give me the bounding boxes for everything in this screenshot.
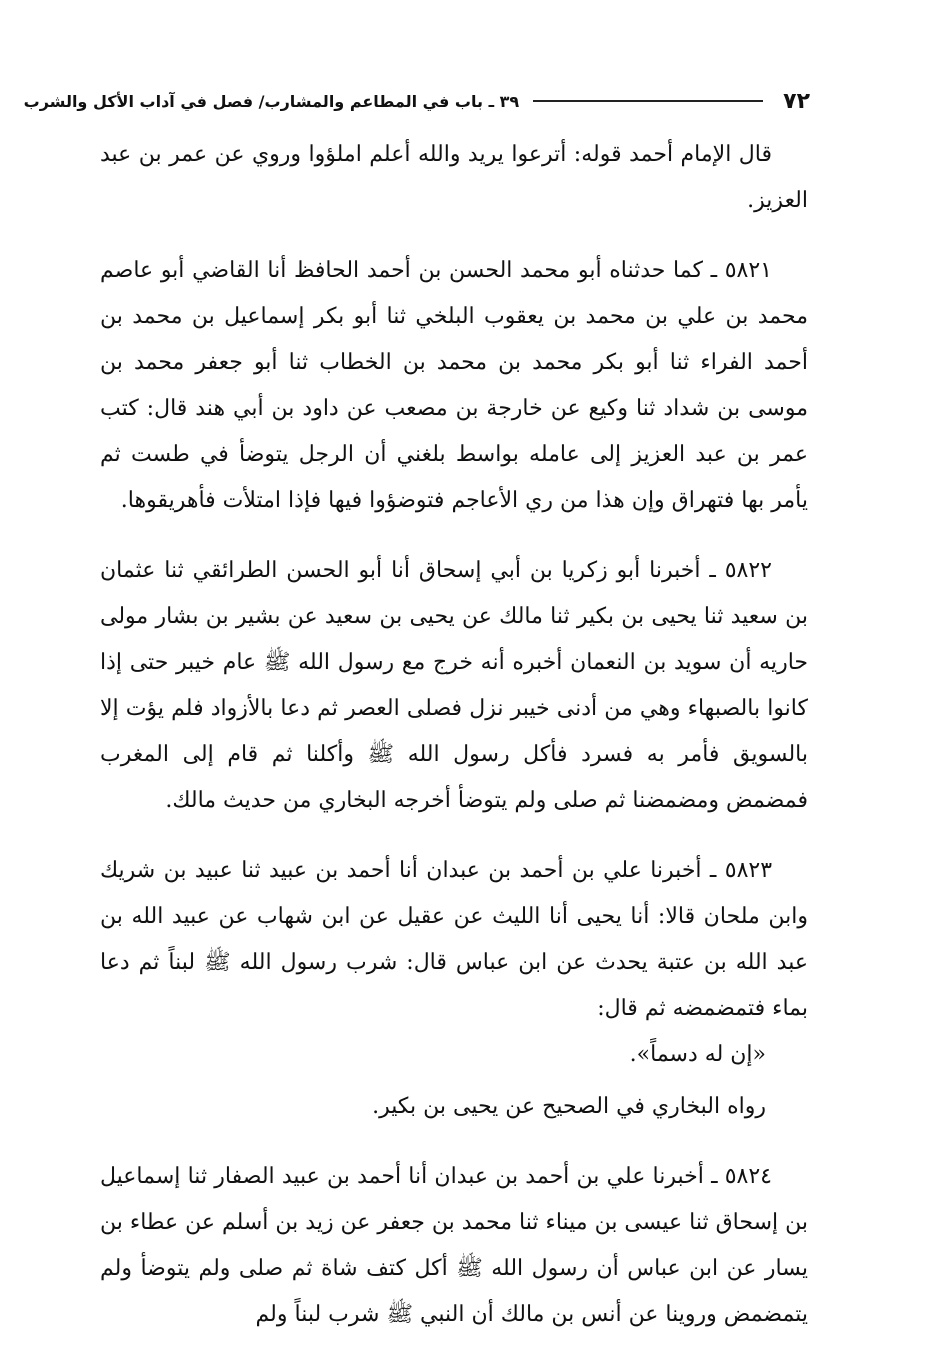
paragraph-riwaya: رواه البخاري في الصحيح عن يحيى بن بكير. — [372, 1094, 766, 1119]
page-number: ٧٢ — [783, 88, 810, 114]
paragraph-hadith-5822: ٥٨٢٢ ـ أخبرنا أبو زكريا بن أبي إسحاق أنا أبو الحسن الطرائقي ثنا عثمان بن سعيد ثنا يحيى بن بكير ثنا مالك عن يحيى بن سعيد عن بشير بن بشار مولى حاريه أن سويد بن النعمان أخبره أنه خرج مع رسول الله ﷺ عام خيبر حتى إذا كانوا بالصبهاء وهي من أدنى خيبر نزل فصلى العصر ثم دعا بالأزواد فلم يؤت إلا بالسويق فأمر به فسرد فأكل رسول الله ﷺ وأكلنا ثم قام إلى المغرب فمضمض ومضمضنا ثم صلى ولم يتوضأ أخرجه البخاري من حديث مالك. — [100, 558, 808, 813]
paragraph-hadith-5823: ٥٨٢٣ ـ أخبرنا علي بن أحمد بن عبدان أنا أحمد بن عبيد ثنا عبيد بن شريك وابن ملحان قالا: أنا يحيى أنا الليث عن عقيل عن ابن شهاب عن عبيد الله بن عبد الله بن عتبة يحدث عن ابن عباس قال: شرب رسول الله ﷺ لبناً ثم دعا بماء فتمضمضه ثم قال: — [100, 858, 808, 1021]
running-header — [23, 84, 810, 118]
paragraph-hadith-5821: ٥٨٢١ ـ كما حدثناه أبو محمد الحسن بن أحمد الحافظ أنا القاضي أبو عاصم محمد بن علي بن محمد بن يعقوب البلخي ثنا أبو بكر إسماعيل بن محمد بن أحمد الفراء ثنا أبو بكر محمد بن محمد بن الخطاب ثنا أبو جعفر محمد بن موسى بن شداد ثنا وكيع عن خارجة بن مصعب عن داود بن أبي هند قال: كتب عمر بن عبد العزيز إلى عامله بواسط بلغني أن الرجل يتوضأ في طست ثم يأمر بها فتهراق وإن هذا من ري الأعاجم فتوضؤوا فيها فإذا امتلأت فأهريقوها. — [100, 258, 808, 513]
paragraph-intro: قال الإمام أحمد قوله: أترعوا يريد والله أعلم املؤوا وروي عن عمر بن عبد العزيز. — [100, 142, 808, 213]
text-body — [100, 132, 808, 1338]
header-rule — [533, 100, 763, 102]
chapter-title: ٣٩ ـ باب في المطاعم والمشارب/ فصل في آداب الأكل والشرب — [23, 91, 520, 111]
paragraph-hadith-5824: ٥٨٢٤ ـ أخبرنا علي بن أحمد بن عبدان أنا أحمد بن عبيد الصفار ثنا إسماعيل بن إسحاق ثنا عيسى بن ميناء ثنا محمد بن جعفر عن زيد بن أسلم عن عطاء بن يسار عن ابن عباس أن رسول الله ﷺ أكل كتف شاة ثم صلى ولم يتوضأ ولم يتمضمض وروينا عن أنس بن مالك أن النبي ﷺ شرب لبناً ولم — [100, 1164, 808, 1327]
hadith-quote: «إن له دسماً». — [629, 1042, 766, 1067]
